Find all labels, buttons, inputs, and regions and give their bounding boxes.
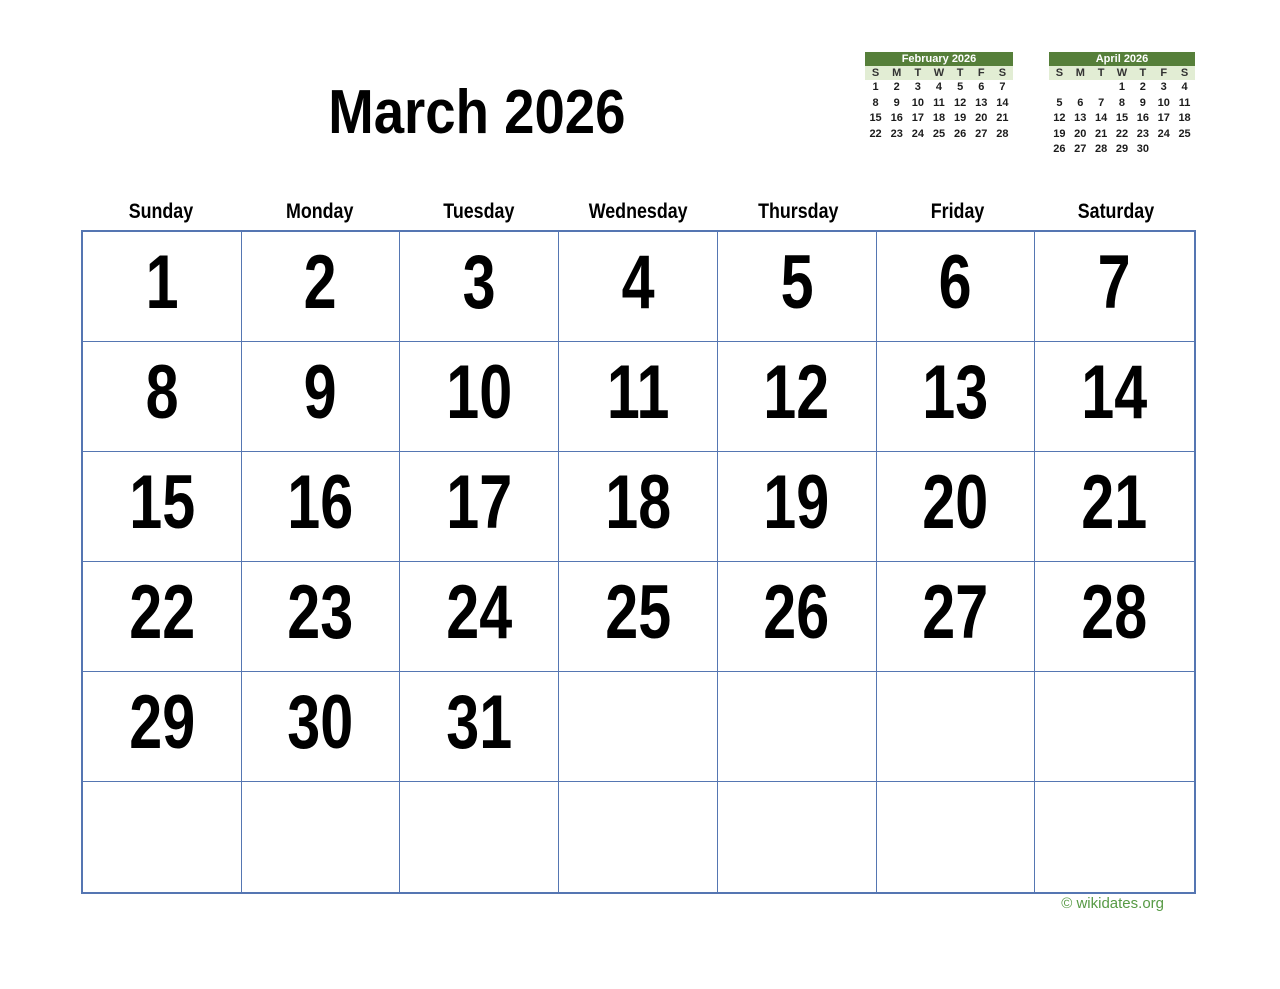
calendar-day-cell [559, 232, 718, 342]
calendar-day-cell [83, 782, 242, 892]
weekday-label-tuesday [400, 200, 559, 224]
mini-day-cell: 15 [869, 112, 882, 124]
calendar-day-cell [242, 342, 401, 452]
mini-calendar-title: February 2026 [865, 52, 1013, 66]
mini-day-cell: 25 [932, 127, 946, 140]
calendar-day-number: 27 [922, 570, 989, 655]
weekday-label-thursday [718, 200, 877, 224]
mini-day-cell: 24 [911, 127, 924, 140]
mini-day-cell: 4 [935, 81, 943, 93]
weekday-label-text: Thursday [757, 200, 838, 223]
calendar-day-cell [400, 342, 559, 452]
calendar-day-cell [1035, 232, 1194, 342]
calendar-day-cell [877, 342, 1036, 452]
calendar-day-number: 14 [1081, 350, 1148, 435]
weekday-label-friday [877, 200, 1036, 224]
mini-day-cell [1153, 142, 1174, 158]
calendar-day-number: 13 [922, 350, 989, 435]
mini-day-cell: 26 [954, 127, 967, 140]
mini-day-cell: 28 [1095, 143, 1108, 155]
calendar-day-cell [83, 672, 242, 782]
calendar-day-cell [877, 782, 1036, 892]
attribution: © wikidates.org [1061, 895, 1164, 912]
calendar-day-number: 24 [446, 570, 513, 655]
mini-day-cell: 9 [893, 96, 900, 109]
mini-day-cell: 26 [1053, 143, 1066, 155]
mini-day-cell: 13 [975, 96, 988, 109]
calendar-day-cell [718, 452, 877, 562]
mini-day-cell: 21 [996, 112, 1009, 124]
calendar-day-cell [718, 342, 877, 452]
calendar-day-cell [1035, 562, 1194, 672]
mini-day-cell: 8 [1118, 96, 1126, 109]
calendar-day-number: 19 [763, 460, 830, 545]
mini-day-cell [1049, 80, 1070, 96]
mini-day-cell: 19 [954, 112, 967, 124]
calendar-day-cell [559, 672, 718, 782]
mini-calendar-title: April 2026 [1049, 52, 1195, 66]
calendar-day-number: 12 [763, 350, 830, 435]
calendar-day-cell [400, 672, 559, 782]
mini-day-cell [1174, 142, 1195, 158]
mini-calendar-april [1049, 52, 1195, 158]
calendar-day-number: 6 [938, 240, 972, 325]
mini-day-cell: 15 [1115, 112, 1129, 124]
mini-day-cell: 3 [914, 81, 921, 93]
calendar-day-number: 29 [128, 680, 195, 765]
mini-calendar-february [865, 52, 1013, 142]
page-title-text: March 2026 [328, 78, 626, 147]
calendar-day-number: 2 [304, 240, 338, 325]
mini-day-cell: 8 [872, 96, 879, 109]
mini-day-cell: 6 [978, 81, 985, 93]
calendar-day-cell [559, 452, 718, 562]
calendar-day-cell [718, 672, 877, 782]
mini-day-cell: 20 [975, 112, 988, 124]
mini-weekday-label: M [892, 67, 902, 79]
calendar-day-cell [559, 342, 718, 452]
mini-day-cell: 16 [1136, 112, 1149, 124]
mini-day-cell: 19 [1053, 127, 1066, 140]
mini-day-cell: 12 [1053, 112, 1066, 124]
calendar-day-number: 18 [605, 460, 671, 545]
calendar-day-cell [83, 562, 242, 672]
weekday-label-wednesday [559, 200, 718, 224]
mini-dates-grid [1049, 80, 1195, 158]
mini-day-cell: 21 [1095, 127, 1108, 140]
mini-day-cell: 18 [1178, 112, 1191, 124]
mini-weekday-label: T [914, 67, 922, 79]
calendar-day-cell [877, 452, 1036, 562]
mini-day-cell: 7 [1098, 96, 1105, 109]
calendar-day-cell [559, 562, 718, 672]
weekday-label-sunday [81, 200, 240, 224]
weekday-label-text: Saturday [1078, 200, 1155, 223]
weekday-label-text: Monday [286, 200, 354, 223]
calendar-day-cell [718, 782, 877, 892]
mini-day-cell: 22 [869, 127, 882, 140]
calendar-day-cell [877, 562, 1036, 672]
calendar-day-number: 26 [763, 570, 830, 655]
mini-weekday-label: S [1180, 67, 1189, 79]
mini-weekday-row [865, 66, 1013, 80]
calendar-day-cell [242, 232, 401, 342]
calendar-day-number: 10 [446, 350, 513, 435]
calendar-day-cell [559, 782, 718, 892]
calendar-day-cell [1035, 782, 1194, 892]
calendar-day-cell [718, 562, 877, 672]
mini-dates-grid [865, 80, 1013, 142]
mini-day-cell: 20 [1074, 127, 1087, 140]
mini-weekday-label: F [977, 67, 985, 79]
calendar-day-number: 22 [128, 570, 195, 655]
mini-day-cell: 11 [933, 96, 945, 109]
calendar-day-cell [242, 672, 401, 782]
mini-day-cell: 23 [1136, 127, 1149, 140]
mini-day-cell: 23 [890, 127, 903, 140]
mini-day-cell [1070, 80, 1091, 96]
mini-day-cell: 24 [1157, 127, 1170, 140]
calendar-day-number: 31 [446, 680, 513, 765]
calendar-day-number: 1 [145, 240, 179, 325]
mini-weekday-row [1049, 66, 1195, 80]
mini-day-cell: 27 [1074, 143, 1087, 155]
mini-day-cell: 6 [1077, 96, 1084, 109]
calendar-day-number: 11 [606, 350, 670, 435]
calendar-grid [81, 230, 1196, 894]
calendar-day-number: 15 [128, 460, 195, 545]
calendar-day-cell [718, 232, 877, 342]
mini-day-cell: 10 [911, 96, 924, 109]
mini-weekday-label: S [871, 67, 880, 79]
calendar-day-number: 3 [462, 240, 496, 325]
mini-weekday-label: W [1116, 67, 1128, 79]
weekday-label-text: Tuesday [443, 200, 515, 223]
mini-day-cell: 12 [954, 96, 967, 109]
calendar-day-number: 4 [621, 240, 655, 325]
weekday-label-saturday [1037, 200, 1196, 224]
mini-day-cell: 5 [1056, 96, 1063, 109]
calendar-day-number: 9 [304, 350, 338, 435]
mini-day-cell: 28 [996, 127, 1009, 140]
mini-day-cell [1091, 80, 1112, 96]
weekday-label-text: Friday [930, 200, 984, 223]
calendar-day-number: 17 [446, 460, 513, 545]
calendar-day-cell [877, 232, 1036, 342]
mini-day-cell: 25 [1178, 127, 1191, 140]
calendar-day-cell [877, 672, 1036, 782]
mini-day-cell: 29 [1115, 143, 1129, 155]
mini-weekday-label: S [1055, 67, 1064, 79]
mini-day-cell: 27 [975, 127, 988, 140]
mini-weekday-label: T [1139, 67, 1147, 79]
calendar-day-number: 8 [145, 350, 179, 435]
mini-day-cell: 14 [996, 96, 1009, 109]
calendar-day-cell [242, 562, 401, 672]
mini-day-cell: 18 [932, 112, 946, 124]
calendar-day-number: 7 [1098, 240, 1132, 325]
calendar-day-number: 5 [780, 240, 814, 325]
mini-day-cell: 13 [1074, 112, 1087, 124]
mini-day-cell: 2 [1139, 81, 1146, 93]
calendar-day-cell [400, 782, 559, 892]
mini-day-cell: 17 [911, 112, 924, 124]
mini-weekday-label: F [1160, 67, 1168, 79]
mini-day-cell: 4 [1181, 81, 1188, 93]
calendar-day-cell [400, 562, 559, 672]
mini-day-cell: 22 [1115, 127, 1129, 140]
calendar-day-cell [1035, 672, 1194, 782]
calendar-day-number: 21 [1081, 460, 1148, 545]
mini-day-cell: 1 [872, 81, 879, 93]
calendar-day-cell [1035, 452, 1194, 562]
mini-weekday-label: S [998, 67, 1007, 79]
mini-weekday-label: W [933, 67, 945, 79]
mini-day-cell: 3 [1160, 81, 1167, 93]
calendar-day-cell [83, 232, 242, 342]
calendar-day-cell [242, 452, 401, 562]
mini-day-cell: 17 [1157, 112, 1170, 124]
mini-weekday-label: T [956, 67, 964, 79]
weekday-label-monday [240, 200, 399, 224]
calendar-day-cell [400, 232, 559, 342]
calendar-day-number: 30 [287, 680, 354, 765]
mini-day-cell: 9 [1139, 96, 1146, 109]
calendar-day-cell [83, 452, 242, 562]
mini-day-cell: 10 [1157, 96, 1170, 109]
mini-weekday-label: T [1097, 67, 1105, 79]
weekday-label-text: Sunday [128, 200, 193, 223]
calendar-day-number: 28 [1081, 570, 1148, 655]
mini-weekday-label: M [1075, 67, 1085, 79]
mini-day-cell: 11 [1178, 96, 1191, 109]
calendar-day-number: 23 [287, 570, 354, 655]
mini-day-cell: 5 [957, 81, 964, 93]
page-title [0, 78, 954, 147]
mini-day-cell: 30 [1136, 143, 1149, 155]
calendar-day-number: 25 [605, 570, 671, 655]
mini-day-cell: 1 [1118, 81, 1126, 93]
calendar-day-cell [400, 452, 559, 562]
calendar-day-number: 20 [922, 460, 989, 545]
calendar-day-number: 16 [287, 460, 354, 545]
calendar-day-cell [242, 782, 401, 892]
weekday-header-row [81, 200, 1196, 224]
mini-day-cell: 16 [890, 112, 903, 124]
mini-day-cell: 2 [893, 81, 900, 93]
mini-day-cell: 7 [999, 81, 1006, 93]
calendar-day-cell [83, 342, 242, 452]
calendar-day-cell [1035, 342, 1194, 452]
mini-day-cell: 14 [1095, 112, 1108, 124]
weekday-label-text: Wednesday [589, 200, 688, 223]
